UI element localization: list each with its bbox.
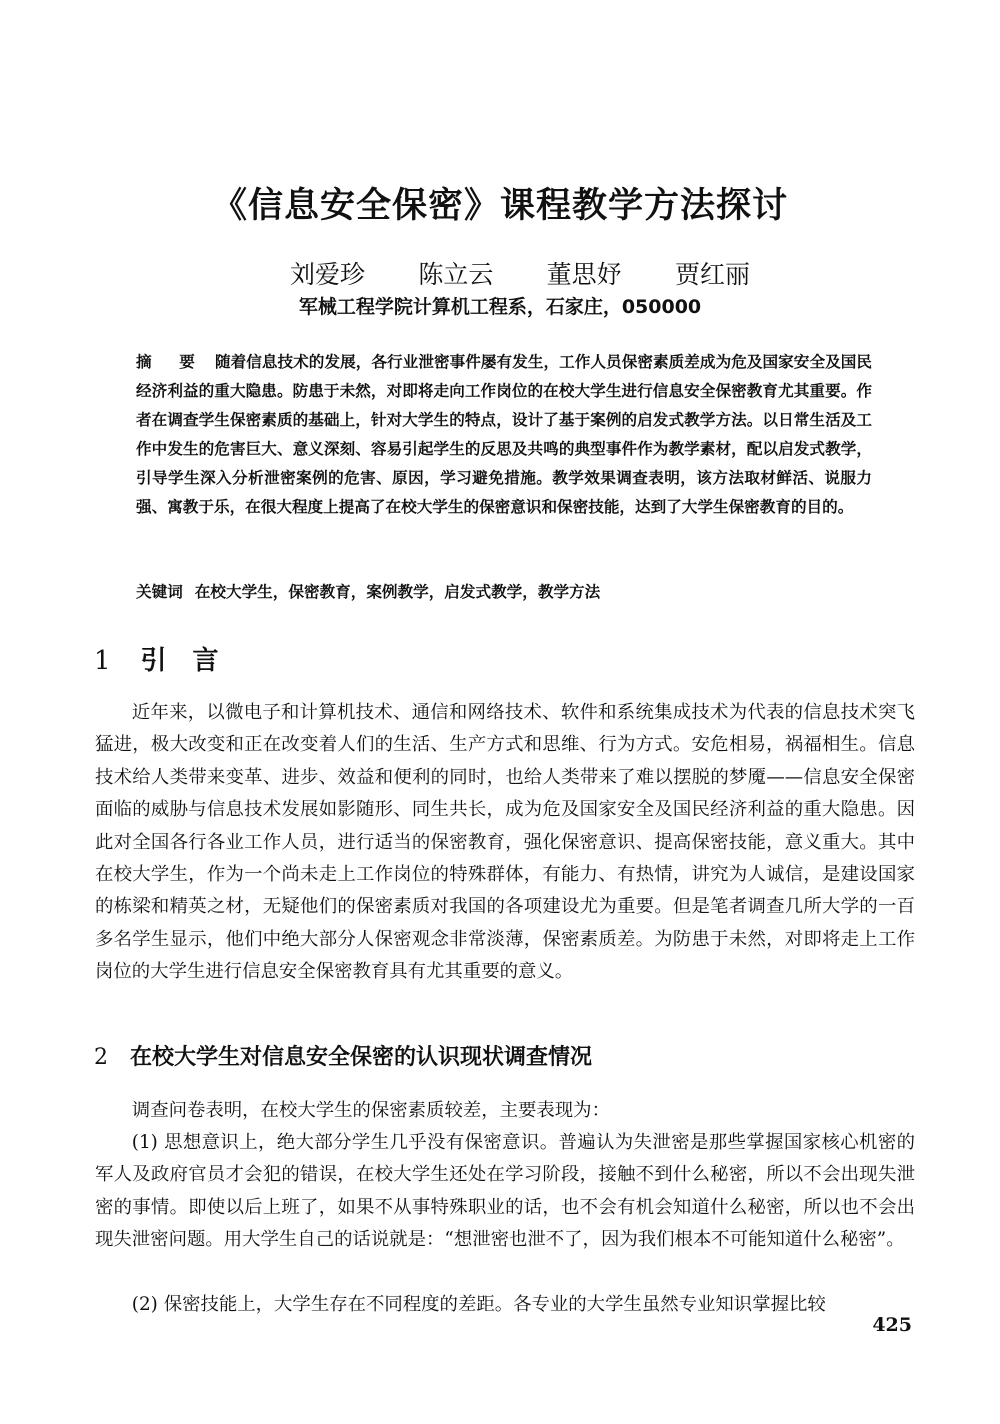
author-name: 陈立云 xyxy=(418,260,494,289)
abstract-block xyxy=(136,348,872,522)
author-list xyxy=(290,255,750,291)
paper-title: 《信息安全保密》课程教学方法探讨 xyxy=(211,186,788,226)
section-number: 1 xyxy=(94,646,111,676)
body-paragraph: (1) 思想意识上，绝大部分学生几乎没有保密意识。普遍认为失泄密是那些掌握国家核心机密的军人及政府官员才会犯的错误，在校大学生还处在学习阶段，接触不到什么秘密，所以不会出现失泄密的事情。即使以后上班了，如果不从事特殊职业的话，也不会有机会知道什么秘密，所以也不会出现失泄密问题。用大学生自己的话说就是：“想泄密也泄不了，因为我们根本不可能知道什么秘密”。 xyxy=(95,1132,915,1251)
author-name: 贾红丽 xyxy=(674,260,750,289)
keywords-label: 关键词 xyxy=(136,583,183,601)
section-heading-survey xyxy=(94,1040,592,1071)
body-paragraph: (2) 保密技能上，大学生存在不同程度的差距。各专业的大学生虽然专业知识掌握比较 xyxy=(131,1294,826,1315)
abstract-label: 摘 要 xyxy=(136,353,201,371)
body-paragraph: 近年来，以微电子和计算机技术、通信和网络技术、软件和系统集成技术为代表的信息技术突飞猛进，极大改变和正在改变着人们的生活、生产方式和思维、行为方式。安危相易，祸福相生。信息技术给人类带来变革、进步、效益和便利的同时，也给人类带来了难以摆脱的梦魇——信息安全保密面临的威胁与信息技术发展如影随形、同生共长，成为危及国家安全及国民经济利益的重大隐患。因此对全国各行各业工作人员，进行适当的保密教育，强化保密意识、提高保密技能，意义重大。其中在校大学生，作为一个尚未走上工作岗位的特殊群体，有能力、有热情，讲究为人诚信，是建设国家的栋梁和精英之材，无疑他们的保密素质对我国的各项建设尤为重要。但是笔者调查几所大学的一百多名学生显示，他们中绝大部分人保密观念非常淡薄，保密素质差。为防患于未然，对即将走上工作岗位的大学生进行信息安全保密教育具有尤其重要的意义。 xyxy=(95,702,915,983)
section-number: 2 xyxy=(94,1045,108,1070)
section-heading-introduction xyxy=(94,640,245,677)
keywords-block xyxy=(136,580,872,602)
abstract-text: 随着信息技术的发展，各行业泄密事件屡有发生，工作人员保密素质差成为危及国家安全及国民经济利益的重大隐患。防患于未然，对即将走向工作岗位的在校大学生进行信息安全保密教育尤其重要。作者在调查学生保密素质的基础上，针对大学生的特点，设计了基于案例的启发式教学方法。以日常生活及工作中发生的危害巨大、意义深刻、容易引起学生的反思及共鸣的典型事件作为教学素材，配以启发式教学，引导学生深入分析泄密案例的危害、原因，学习避免措施。教学效果调查表明，该方法取材鲜活、说服力强、寓教于乐，在很大程度上提高了在校大学生的保密意识和保密技能，达到了大学生保密教育的目的。 xyxy=(136,353,872,516)
page-number: 425 xyxy=(872,1314,912,1336)
body-paragraph: 调查问卷表明，在校大学生的保密素质较差，主要表现为： xyxy=(131,1100,610,1121)
keywords-text: 在校大学生，保密教育，案例教学，启发式教学，教学方法 xyxy=(194,583,601,601)
author-name: 董思妤 xyxy=(546,260,622,289)
section-title: 在校大学生对信息安全保密的认识现状调查情况 xyxy=(130,1045,593,1070)
author-affiliation: 军械工程学院计算机工程系，石家庄，050000 xyxy=(298,296,702,318)
section-title: 引言 xyxy=(140,646,245,676)
author-name: 刘爱珍 xyxy=(290,260,366,289)
